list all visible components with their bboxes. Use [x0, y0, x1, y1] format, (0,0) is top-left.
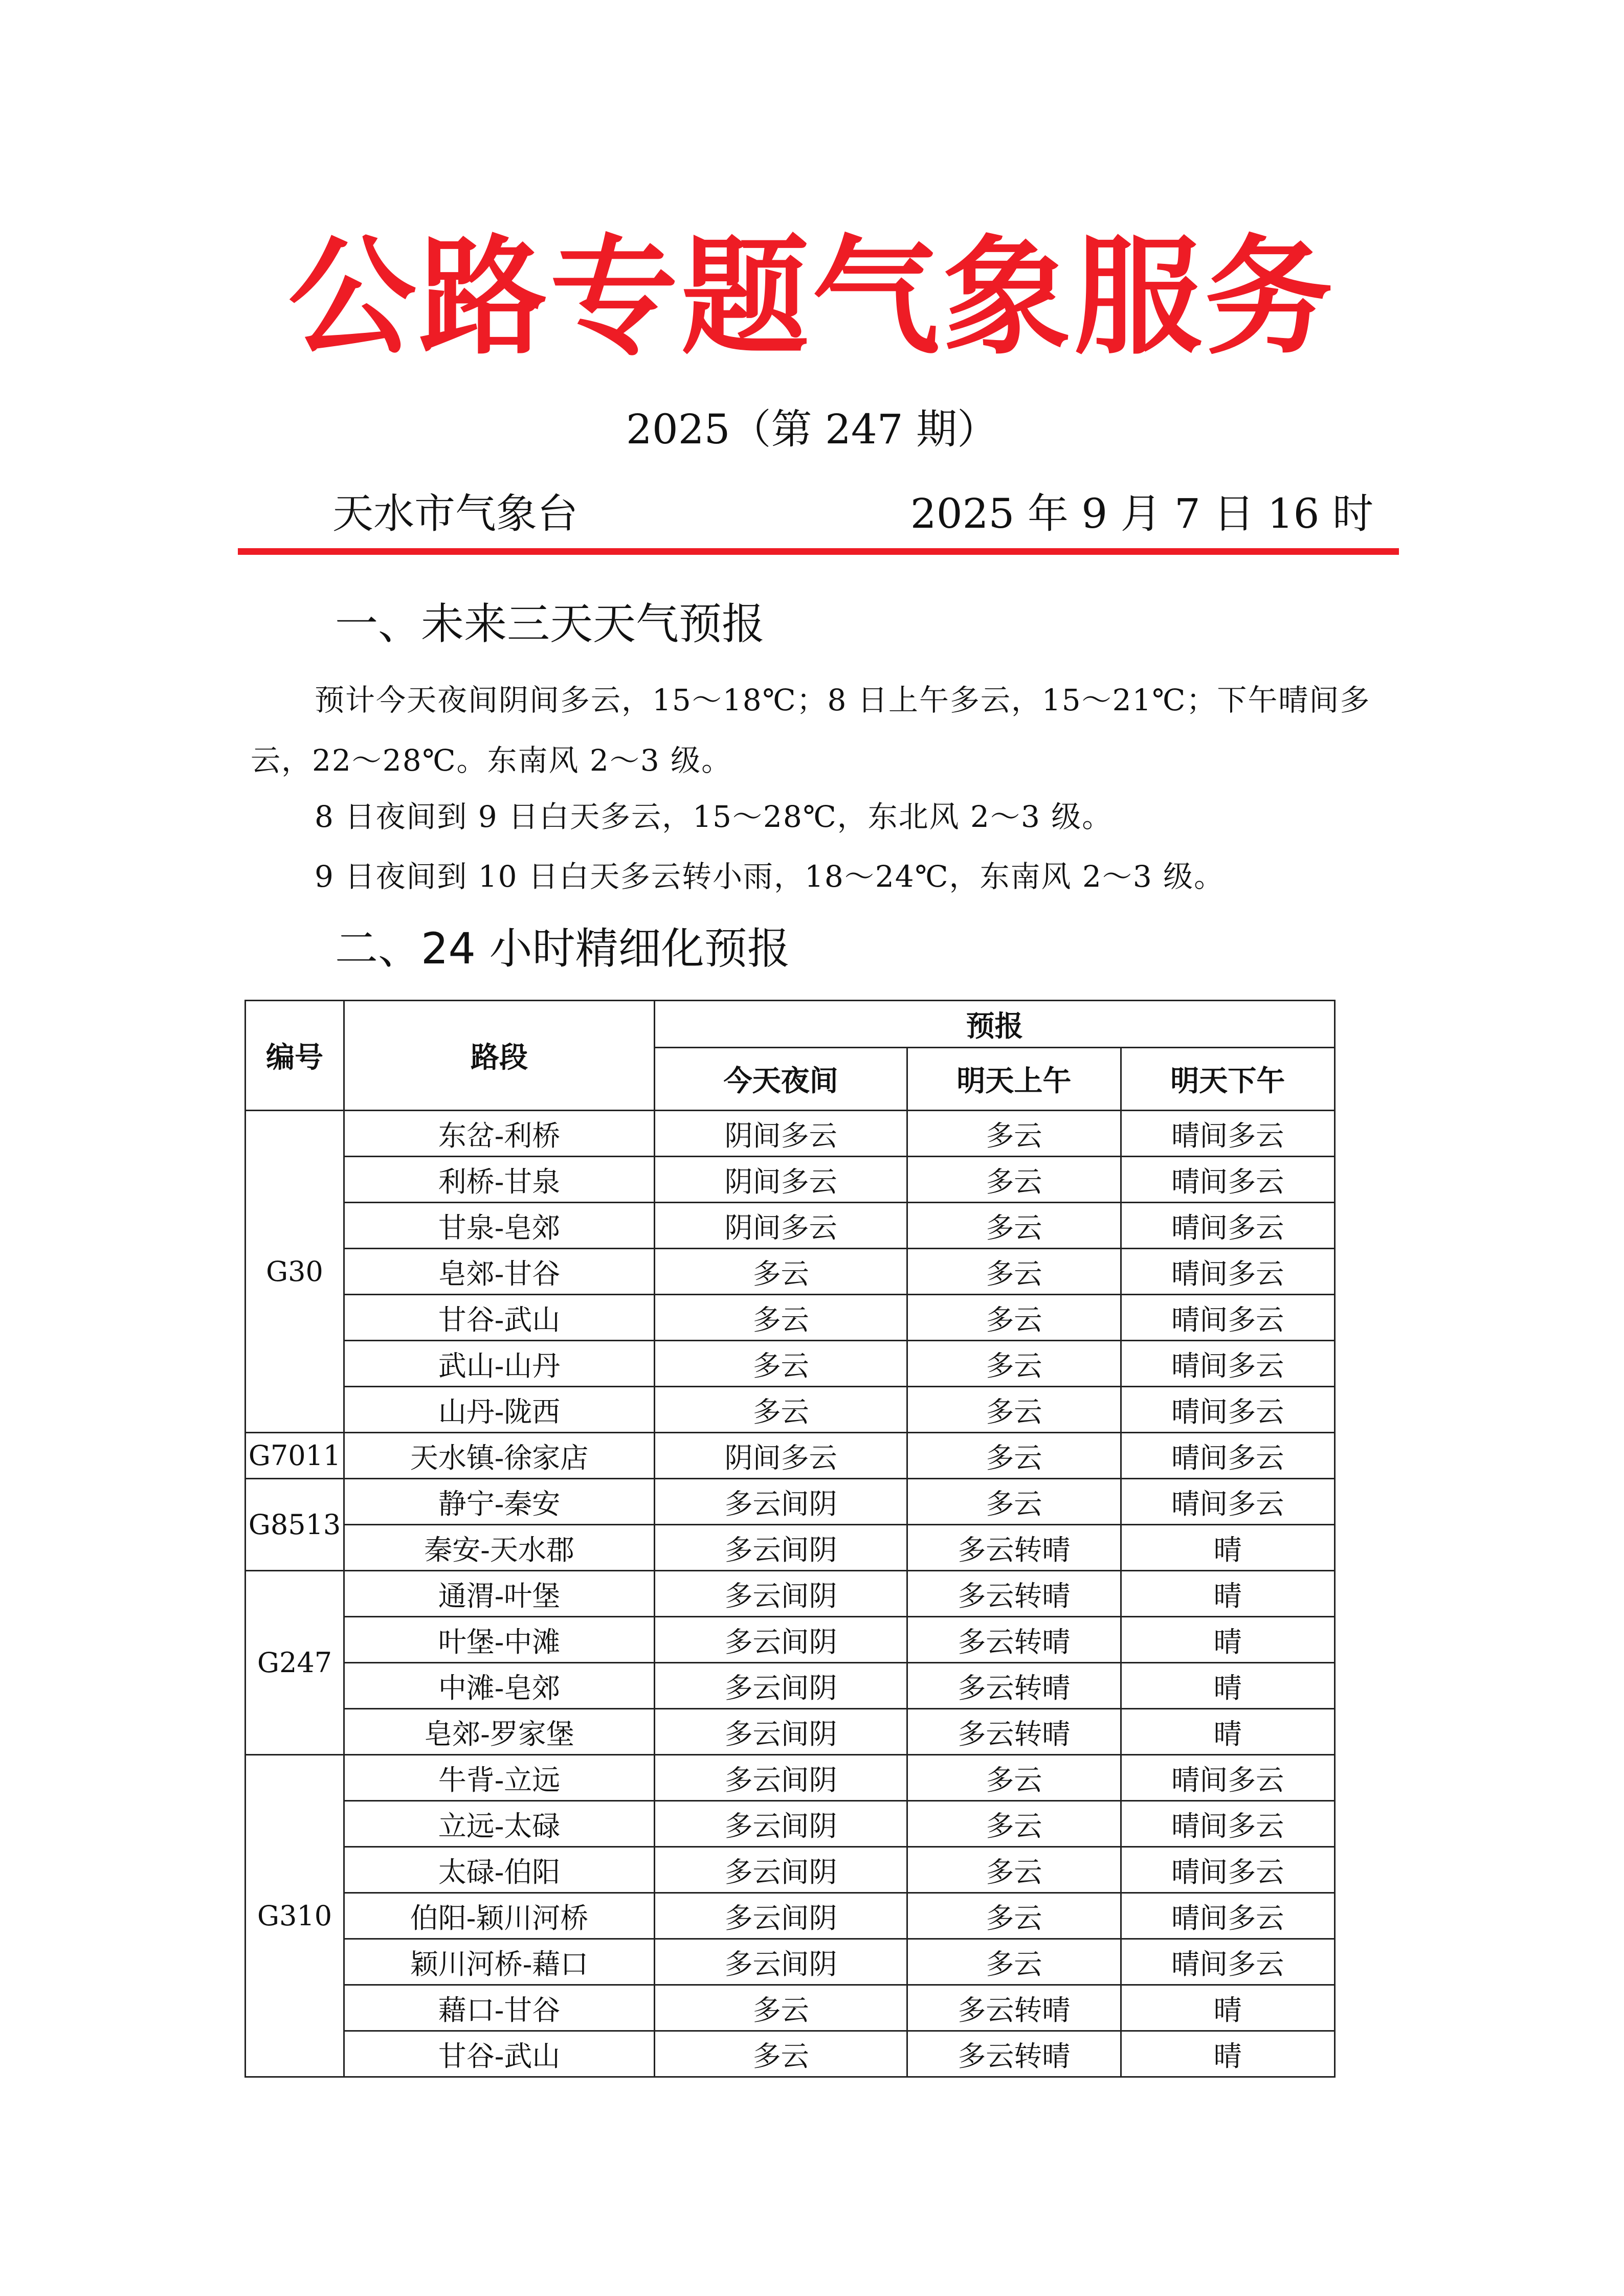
road-segment: 天水镇-徐家店	[344, 1433, 654, 1479]
morning-forecast: 多云转晴	[907, 1525, 1121, 1571]
tonight-forecast: 多云间阴	[655, 1709, 907, 1755]
section-heading-forecast: 一、未来三天天气预报	[335, 599, 765, 649]
route-code: G7011	[246, 1433, 344, 1479]
road-segment: 甘谷-武山	[344, 2031, 654, 2077]
table-row	[246, 1755, 1335, 1801]
afternoon-forecast: 晴间多云	[1121, 1847, 1334, 1893]
road-segment: 通渭-叶堡	[344, 1571, 654, 1617]
afternoon-forecast: 晴间多云	[1121, 1249, 1334, 1295]
table-row	[246, 1157, 1335, 1203]
road-segment: 叶堡-中滩	[344, 1617, 654, 1663]
morning-forecast: 多云	[907, 1203, 1121, 1249]
road-segment: 藉口-甘谷	[344, 1985, 654, 2031]
morning-forecast: 多云	[907, 1847, 1121, 1893]
morning-forecast: 多云	[907, 1479, 1121, 1525]
header-afternoon: 明天下午	[1121, 1048, 1334, 1111]
table-row	[246, 1387, 1335, 1433]
morning-forecast: 多云	[907, 1249, 1121, 1295]
road-segment: 武山-山丹	[344, 1341, 654, 1387]
tonight-forecast: 阴间多云	[655, 1433, 907, 1479]
table-row	[246, 1341, 1335, 1387]
road-forecast-table	[244, 1000, 1336, 2078]
road-segment: 颖川河桥-藉口	[344, 1939, 654, 1985]
table-row	[246, 1249, 1335, 1295]
header-road: 路段	[344, 1001, 654, 1111]
afternoon-forecast: 晴间多云	[1121, 1203, 1334, 1249]
road-segment: 牛背-立远	[344, 1755, 654, 1801]
header-code: 编号	[246, 1001, 344, 1111]
tonight-forecast: 阴间多云	[655, 1203, 907, 1249]
tonight-forecast: 多云	[655, 2031, 907, 2077]
afternoon-forecast: 晴间多云	[1121, 1387, 1334, 1433]
afternoon-forecast: 晴	[1121, 1617, 1334, 1663]
road-segment: 山丹-陇西	[344, 1387, 654, 1433]
road-segment: 中滩-皂郊	[344, 1663, 654, 1709]
afternoon-forecast: 晴间多云	[1121, 1341, 1334, 1387]
road-segment: 皂郊-甘谷	[344, 1249, 654, 1295]
tonight-forecast: 多云	[655, 1249, 907, 1295]
afternoon-forecast: 晴	[1121, 1663, 1334, 1709]
morning-forecast: 多云	[907, 1111, 1121, 1157]
route-code: G247	[246, 1571, 344, 1755]
table-row	[246, 2031, 1335, 2077]
afternoon-forecast: 晴间多云	[1121, 1939, 1334, 1985]
afternoon-forecast: 晴间多云	[1121, 1801, 1334, 1847]
forecast-paragraph-2: 8 日夜间到 9 日白天多云，15～28℃，东北风 2～3 级。	[315, 799, 1113, 834]
afternoon-forecast: 晴间多云	[1121, 1111, 1334, 1157]
table-row	[246, 1479, 1335, 1525]
road-segment: 甘谷-武山	[344, 1295, 654, 1341]
morning-forecast: 多云	[907, 1801, 1121, 1847]
afternoon-forecast: 晴间多云	[1121, 1433, 1334, 1479]
tonight-forecast: 多云	[655, 1341, 907, 1387]
road-segment: 秦安-天水郡	[344, 1525, 654, 1571]
road-segment: 东岔-利桥	[344, 1111, 654, 1157]
tonight-forecast: 多云间阴	[655, 1571, 907, 1617]
afternoon-forecast: 晴间多云	[1121, 1893, 1334, 1939]
tonight-forecast: 多云	[655, 1387, 907, 1433]
header-tonight: 今天夜间	[655, 1048, 907, 1111]
morning-forecast: 多云	[907, 1387, 1121, 1433]
road-segment: 伯阳-颖川河桥	[344, 1893, 654, 1939]
afternoon-forecast: 晴	[1121, 1985, 1334, 2031]
morning-forecast: 多云转晴	[907, 1985, 1121, 2031]
afternoon-forecast: 晴间多云	[1121, 1157, 1334, 1203]
table-row	[246, 1985, 1335, 2031]
morning-forecast: 多云	[907, 1939, 1121, 1985]
tonight-forecast: 多云间阴	[655, 1525, 907, 1571]
morning-forecast: 多云	[907, 1893, 1121, 1939]
table-row	[246, 1525, 1335, 1571]
morning-forecast: 多云	[907, 1433, 1121, 1479]
morning-forecast: 多云转晴	[907, 1709, 1121, 1755]
table-row	[246, 1939, 1335, 1985]
table-row	[246, 1801, 1335, 1847]
tonight-forecast: 多云	[655, 1295, 907, 1341]
header-morning: 明天上午	[907, 1048, 1121, 1111]
road-segment: 立远-太碌	[344, 1801, 654, 1847]
road-segment: 皂郊-罗家堡	[344, 1709, 654, 1755]
road-segment: 太碌-伯阳	[344, 1847, 654, 1893]
tonight-forecast: 多云间阴	[655, 1847, 907, 1893]
morning-forecast: 多云转晴	[907, 2031, 1121, 2077]
issue-number: 2025（第 247 期）	[626, 406, 998, 453]
tonight-forecast: 阴间多云	[655, 1157, 907, 1203]
table-row	[246, 1433, 1335, 1479]
tonight-forecast: 阴间多云	[655, 1111, 907, 1157]
morning-forecast: 多云	[907, 1157, 1121, 1203]
tonight-forecast: 多云间阴	[655, 1755, 907, 1801]
table-row	[246, 1571, 1335, 1617]
afternoon-forecast: 晴	[1121, 1525, 1334, 1571]
table-row	[246, 1847, 1335, 1893]
afternoon-forecast: 晴间多云	[1121, 1479, 1334, 1525]
road-segment: 甘泉-皂郊	[344, 1203, 654, 1249]
tonight-forecast: 多云间阴	[655, 1663, 907, 1709]
afternoon-forecast: 晴间多云	[1121, 1295, 1334, 1341]
morning-forecast: 多云	[907, 1295, 1121, 1341]
afternoon-forecast: 晴	[1121, 2031, 1334, 2077]
road-segment: 利桥-甘泉	[344, 1157, 654, 1203]
tonight-forecast: 多云间阴	[655, 1617, 907, 1663]
table-row	[246, 1617, 1335, 1663]
issuing-organization: 天水市气象台	[332, 490, 578, 537]
route-code: G310	[246, 1755, 344, 2077]
issue-date: 2025 年 9 月 7 日 16 时	[910, 490, 1373, 537]
route-code: G8513	[246, 1479, 344, 1571]
afternoon-forecast: 晴	[1121, 1571, 1334, 1617]
forecast-paragraph-3: 9 日夜间到 10 日白天多云转小雨，18～24℃，东南风 2～3 级。	[315, 859, 1225, 894]
afternoon-forecast: 晴	[1121, 1709, 1334, 1755]
header-divider	[238, 548, 1399, 555]
tonight-forecast: 多云	[655, 1985, 907, 2031]
tonight-forecast: 多云间阴	[655, 1939, 907, 1985]
tonight-forecast: 多云间阴	[655, 1893, 907, 1939]
table-row	[246, 1893, 1335, 1939]
morning-forecast: 多云转晴	[907, 1571, 1121, 1617]
table-row	[246, 1295, 1335, 1341]
morning-forecast: 多云转晴	[907, 1617, 1121, 1663]
tonight-forecast: 多云间阴	[655, 1801, 907, 1847]
section-heading-detailed: 二、24 小时精细化预报	[335, 924, 790, 974]
road-segment: 静宁-秦安	[344, 1479, 654, 1525]
morning-forecast: 多云	[907, 1755, 1121, 1801]
document-title: 公路专题气象服务	[288, 221, 1336, 372]
table-row	[246, 1203, 1335, 1249]
forecast-paragraph-1: 预计今天夜间阴间多云，15～18℃；8 日上午多云，15～21℃；下午晴间多云，22～28℃。东南风 2～3 级。	[251, 683, 1371, 778]
morning-forecast: 多云转晴	[907, 1663, 1121, 1709]
tonight-forecast: 多云间阴	[655, 1479, 907, 1525]
afternoon-forecast: 晴间多云	[1121, 1755, 1334, 1801]
table-row	[246, 1709, 1335, 1755]
morning-forecast: 多云	[907, 1341, 1121, 1387]
route-code: G30	[246, 1111, 344, 1433]
header-forecast: 预报	[655, 1001, 1335, 1048]
table-row	[246, 1111, 1335, 1157]
table-row	[246, 1663, 1335, 1709]
